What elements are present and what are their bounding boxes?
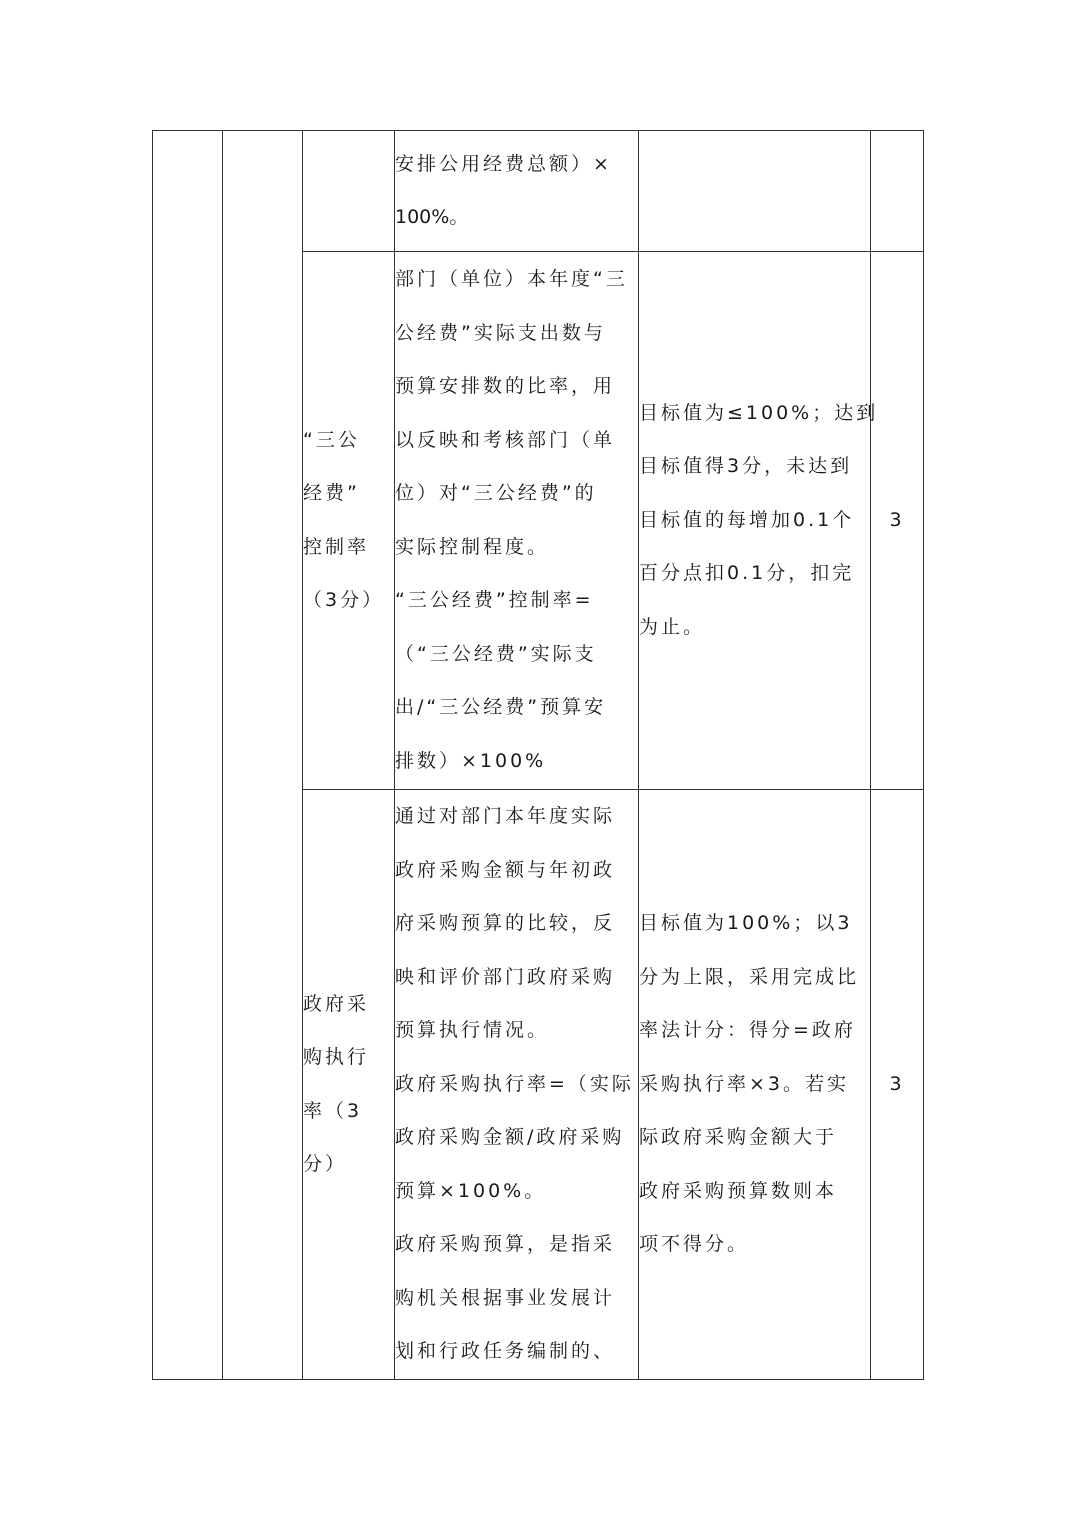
description-line: （“三公经费”实际支 bbox=[395, 642, 597, 665]
standard-line: 为止。 bbox=[639, 615, 706, 638]
scoring-standard-cell bbox=[639, 252, 879, 790]
indicator-name-line: 控制率 bbox=[303, 535, 370, 558]
standard-line: 目标值为100%；以3 bbox=[639, 912, 853, 935]
category-cell-level1 bbox=[153, 131, 223, 1380]
description-line: 100%。 bbox=[395, 206, 469, 228]
description-line: 政府采购预算，是指采 bbox=[395, 1233, 616, 1256]
standard-line: 采购执行率×3。若实 bbox=[639, 1072, 850, 1095]
standard-line: 际政府采购金额大于 bbox=[639, 1126, 838, 1149]
description-line: 政府采购金额与年初政 bbox=[395, 858, 616, 881]
indicator-description-cell bbox=[395, 252, 639, 790]
description-line: “三公经费”控制率= bbox=[395, 589, 594, 611]
description-line: 预算安排数的比率，用 bbox=[395, 375, 616, 397]
description-line: 预算执行情况。 bbox=[395, 1019, 550, 1042]
indicator-name-line: 政府采 bbox=[303, 992, 370, 1015]
indicator-name-line: 分） bbox=[303, 1153, 348, 1175]
standard-line: 项不得分。 bbox=[639, 1233, 750, 1256]
indicator-name-line: 经费” bbox=[303, 482, 360, 504]
standard-line: 政府采购预算数则本 bbox=[639, 1179, 838, 1202]
standard-line: 分为上限，采用完成比 bbox=[639, 965, 860, 988]
score-cell: 3 bbox=[871, 252, 924, 790]
indicator-name-line: （3分） bbox=[303, 589, 385, 611]
description-line: 映和评价部门政府采购 bbox=[395, 965, 616, 988]
standard-line: 率法计分：得分=政府 bbox=[639, 1019, 856, 1042]
standard-line: 百分点扣0.1分，扣完 bbox=[639, 562, 855, 585]
scoring-standard-cell bbox=[639, 131, 871, 252]
indicator-name-cell bbox=[303, 790, 395, 1380]
description-line: 通过对部门本年度实际 bbox=[395, 805, 616, 828]
indicator-name-cell bbox=[303, 131, 395, 252]
description-line: 公经费”实际支出数与 bbox=[395, 321, 606, 344]
indicator-description-cell bbox=[395, 790, 639, 1380]
description-line: 出/“三公经费”预算安 bbox=[395, 696, 607, 718]
indicator-description-cell bbox=[395, 131, 639, 252]
evaluation-table bbox=[152, 130, 924, 1380]
score-cell: 3 bbox=[871, 790, 924, 1380]
scoring-standard-cell bbox=[639, 790, 871, 1380]
description-line: 购机关根据事业发展计 bbox=[395, 1286, 616, 1309]
description-line: 安排公用经费总额）× bbox=[395, 152, 612, 175]
standard-line: 目标值为≤100%；达到 bbox=[639, 401, 879, 424]
indicator-name-line: 率（3 bbox=[303, 1099, 363, 1122]
indicator-name-line: “三公 bbox=[303, 428, 360, 451]
description-line: 位）对“三公经费”的 bbox=[395, 482, 597, 504]
standard-line: 目标值的每增加0.1个 bbox=[639, 508, 855, 531]
description-line: 以反映和考核部门（单 bbox=[395, 428, 616, 451]
description-line: 划和行政任务编制的、 bbox=[395, 1340, 616, 1363]
description-line: 府采购预算的比较，反 bbox=[395, 912, 616, 935]
category-cell-level2 bbox=[223, 131, 303, 1380]
indicator-name-cell bbox=[303, 252, 395, 790]
score-cell bbox=[871, 131, 924, 252]
standard-line: 目标值得3分，未达到 bbox=[639, 455, 853, 478]
table-row bbox=[153, 131, 924, 252]
description-line: 部门（单位）本年度“三 bbox=[395, 268, 628, 290]
description-line: 实际控制程度。 bbox=[395, 535, 550, 558]
description-line: 排数）×100% bbox=[395, 749, 547, 772]
indicator-name-line: 购执行 bbox=[303, 1046, 370, 1068]
description-line: 政府采购执行率=（实际 bbox=[395, 1072, 634, 1095]
description-line: 预算×100%。 bbox=[395, 1179, 547, 1202]
description-line: 政府采购金额/政府采购 bbox=[395, 1126, 625, 1149]
